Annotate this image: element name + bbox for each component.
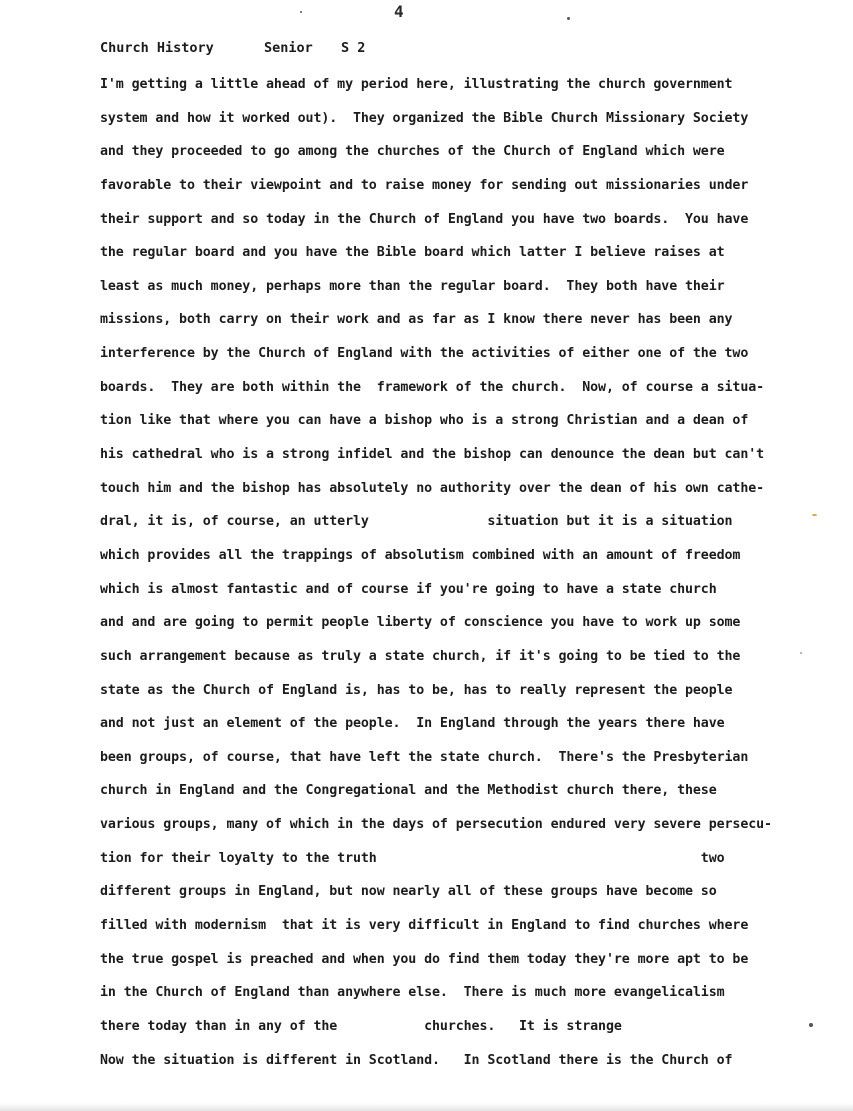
section-code: S 2 <box>341 40 366 56</box>
scan-edge <box>0 1103 853 1111</box>
text-line: interference by the Church of England with the activities of either one of the two <box>100 346 749 362</box>
text-line: touch him and the bishop has absolutely no authority over the dean of his own cathe- <box>100 480 765 496</box>
text-line: different groups in England, but now nearly all of these groups have become so <box>100 884 717 900</box>
text-line: system and how it worked out). They organized the Bible Church Missionary Society <box>100 110 749 126</box>
text-line: been groups, of course, that have left the state church. There's the Presbyterian <box>100 749 749 765</box>
text-line: filled with modernism that it is very difficult in England to find churches where <box>100 918 749 934</box>
text-line: favorable to their viewpoint and to raise money for sending out missionaries under <box>100 177 749 193</box>
text-line: boards. They are both within the framework of the church. Now, of course a situa- <box>100 379 765 395</box>
text-line: least as much money, perhaps more than the regular board. They both have their <box>100 278 725 294</box>
text-line: the true gospel is preached and when you do find them today they're more apt to be <box>100 951 749 967</box>
text-line: Now the situation is different in Scotland. In Scotland there is the Church of <box>100 1052 733 1068</box>
document-header <box>100 40 800 62</box>
text-line: his cathedral who is a strong infidel and the bishop can denounce the dean but can't <box>100 447 765 463</box>
page-number: 4 <box>394 2 404 21</box>
course-level: Senior <box>264 40 313 56</box>
text-line: and not just an element of the people. In England through the years there have <box>100 716 725 732</box>
text-line: church in England and the Congregational and the Methodist church there, these <box>100 783 717 799</box>
text-line: missions, both carry on their work and as far as I know there never has been any <box>100 312 733 328</box>
paper-speck <box>567 17 570 20</box>
text-line: which is almost fantastic and of course if you're going to have a state church <box>100 581 717 597</box>
text-line: and and are going to permit people liberty of conscience you have to work up some <box>100 615 741 631</box>
text-line: dral, it is, of course, an utterly situation but it is a situation <box>100 514 733 530</box>
text-line: I'm getting a little ahead of my period here, illustrating the church government <box>100 77 733 92</box>
paper-speck <box>800 652 802 654</box>
text-line: there today than in any of the churches. It is strange <box>100 1018 622 1034</box>
text-line: tion like that where you can have a bishop who is a strong Christian and a dean of <box>100 413 749 429</box>
text-line: state as the Church of England is, has to be, has to really represent the people <box>100 682 733 698</box>
paper-speck <box>812 514 817 516</box>
paper-speck <box>300 11 302 13</box>
text-line: tion for their loyalty to the truth two <box>100 850 725 866</box>
text-line: and they proceeded to go among the churches of the Church of England which were <box>100 144 725 160</box>
paper-speck <box>809 1023 813 1027</box>
text-line: which provides all the trappings of absolutism combined with an amount of freedom <box>100 547 741 563</box>
text-line: such arrangement because as truly a state church, if it's going to be tied to the <box>100 648 741 664</box>
text-line: in the Church of England than anywhere else. There is much more evangelicalism <box>100 985 725 1001</box>
text-line: their support and so today in the Church of England you have two boards. You have <box>100 211 749 227</box>
text-line: various groups, many of which in the days of persecution endured very severe persecu- <box>100 817 772 833</box>
course-title: Church History <box>100 40 214 56</box>
transcript-body <box>100 74 820 1083</box>
text-line: the regular board and you have the Bible board which latter I believe raises at <box>100 245 725 261</box>
